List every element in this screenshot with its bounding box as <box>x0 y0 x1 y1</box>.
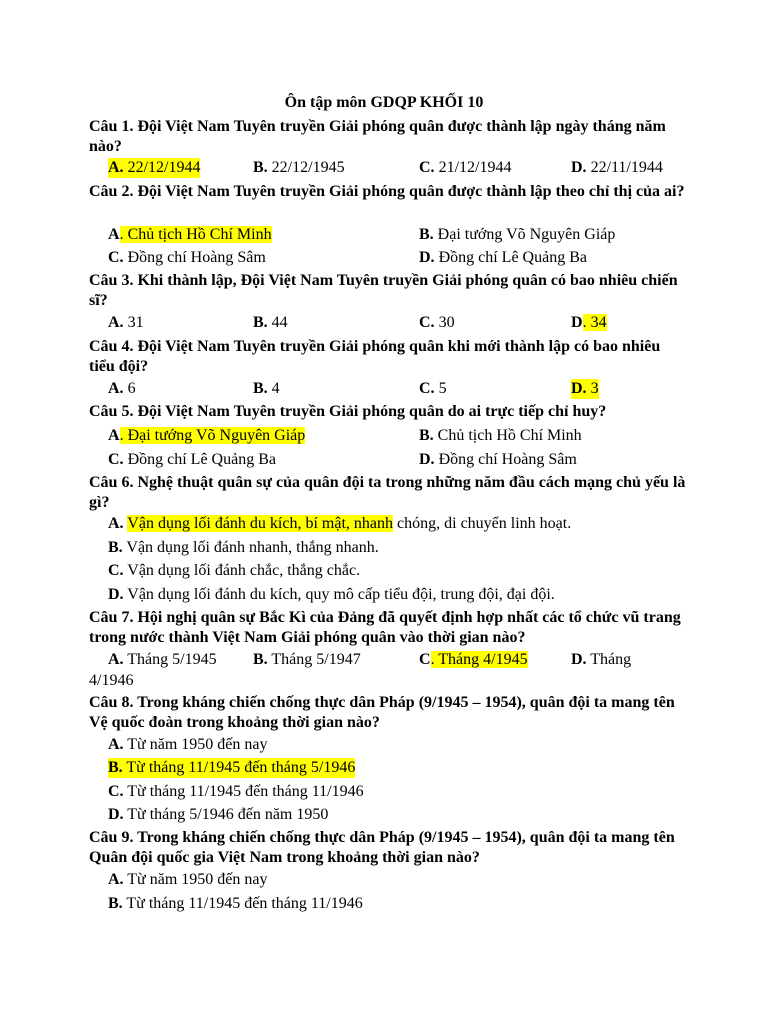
question-9: Câu 9. Trong kháng chiến chống thực dân Pháp (9/1945 – 1954), quân đội ta mang tên Quân đội quốc gia Việt Nam trong khoảng thời gian nào? <box>89 829 675 866</box>
q6-option-d: D. Vận dụng lối đánh du kích, quy mô cấp tiểu đội, trung đội, đại đội. <box>108 586 555 603</box>
q6-option-b: B. Vận dụng lối đánh nhanh, thắng nhanh. <box>108 539 379 556</box>
q5-option-a: A. Đại tướng Võ Nguyên Giáp <box>108 427 306 444</box>
q7-option-d: D. Tháng <box>571 651 632 668</box>
question-3-options <box>0 313 768 333</box>
question-7: Câu 7. Hội nghị quân sự Bắc Kì của Đảng đã quyết định hợp nhất các tổ chức vũ trang trong nước thành Việt Nam Giải phóng quân vào thời gian nào? <box>89 609 681 646</box>
q2-option-a: A. Chủ tịch Hồ Chí Minh <box>108 226 272 243</box>
q7-option-a: A. Tháng 5/1945 <box>108 651 217 668</box>
question-1-options <box>0 158 768 178</box>
q9-option-b: B. Từ tháng 11/1945 đến tháng 11/1946 <box>108 895 363 912</box>
q5-option-b: B. Chủ tịch Hồ Chí Minh <box>419 427 582 444</box>
q8-option-a: A. Từ năm 1950 đến nay <box>108 736 268 753</box>
q4-option-b: B. 4 <box>253 380 280 397</box>
q4-option-d: D. 3 <box>571 380 599 397</box>
q7-option-b: B. Tháng 5/1947 <box>253 651 361 668</box>
question-2-options-row2 <box>0 248 768 268</box>
q1-option-a: A. 22/12/1944 <box>108 159 201 176</box>
q6-option-a-highlight: Vận dụng lối đánh du kích, bí mật, nhanh <box>127 515 394 532</box>
q6-option-c: C. Vận dụng lối đánh chắc, thắng chắc. <box>108 562 361 579</box>
q5-option-c: C. Đồng chí Lê Quảng Ba <box>108 451 276 468</box>
q9-option-a: A. Từ năm 1950 đến nay <box>108 871 268 888</box>
q5-option-d: D. Đồng chí Hoàng Sâm <box>419 451 577 468</box>
question-4-options <box>0 379 768 399</box>
question-5-options-row2 <box>0 450 768 470</box>
question-2-options-row1 <box>0 225 768 245</box>
question-2: Câu 2. Đội Việt Nam Tuyên truyền Giải phóng quân được thành lập theo chỉ thị của ai? <box>89 183 685 200</box>
q3-option-c: C. 30 <box>419 314 455 331</box>
q3-option-d: D. 34 <box>571 314 607 331</box>
question-5: Câu 5. Đội Việt Nam Tuyên truyền Giải phóng quân do ai trực tiếp chỉ huy? <box>89 403 607 420</box>
q8-option-b: B. Từ tháng 11/1945 đến tháng 5/1946 <box>108 759 356 776</box>
q2-option-c: C. Đồng chí Hoàng Sâm <box>108 249 266 266</box>
q4-option-a: A. 6 <box>108 380 136 397</box>
q1-option-d: D. 22/11/1944 <box>571 159 663 176</box>
q8-option-d: D. Từ tháng 5/1946 đến năm 1950 <box>108 806 329 823</box>
q1-option-b: B. 22/12/1945 <box>253 159 345 176</box>
q7-option-c: C. Tháng 4/1945 <box>419 651 528 668</box>
question-7-options <box>0 650 768 670</box>
q6-option-a: A. Vận dụng lối đánh du kích, bí mật, nhanh chóng, di chuyển linh hoạt. <box>108 515 572 532</box>
q8-option-c: C. Từ tháng 11/1945 đến tháng 11/1946 <box>108 783 364 800</box>
question-8: Câu 8. Trong kháng chiến chống thực dân Pháp (9/1945 – 1954), quân đội ta mang tên Vệ quốc đoàn trong khoảng thời gian nào? <box>89 694 675 731</box>
q4-option-c: C. 5 <box>419 380 447 397</box>
q1-option-c: C. 21/12/1944 <box>419 159 512 176</box>
question-1: Câu 1. Đội Việt Nam Tuyên truyền Giải phóng quân được thành lập ngày tháng năm nào? <box>89 118 666 155</box>
q2-option-b: B. Đại tướng Võ Nguyên Giáp <box>419 226 616 243</box>
question-6: Câu 6. Nghệ thuật quân sự của quân đội ta trong những năm đầu cách mạng chủ yếu là gì? <box>89 474 686 511</box>
question-5-options-row1 <box>0 426 768 446</box>
q2-option-d: D. Đồng chí Lê Quảng Ba <box>419 249 587 266</box>
q7-option-d-wrap: 4/1946 <box>89 672 134 689</box>
document-title: Ôn tập môn GDQP KHỐI 10 <box>284 94 484 111</box>
question-4: Câu 4. Đội Việt Nam Tuyên truyền Giải phóng quân khi mới thành lập có bao nhiêu tiểu đội? <box>89 338 661 375</box>
q3-option-b: B. 44 <box>253 314 288 331</box>
q3-option-a: A. 31 <box>108 314 144 331</box>
question-3: Câu 3. Khi thành lập, Đội Việt Nam Tuyên truyền Giải phóng quân có bao nhiêu chiến sĩ? <box>89 272 678 309</box>
